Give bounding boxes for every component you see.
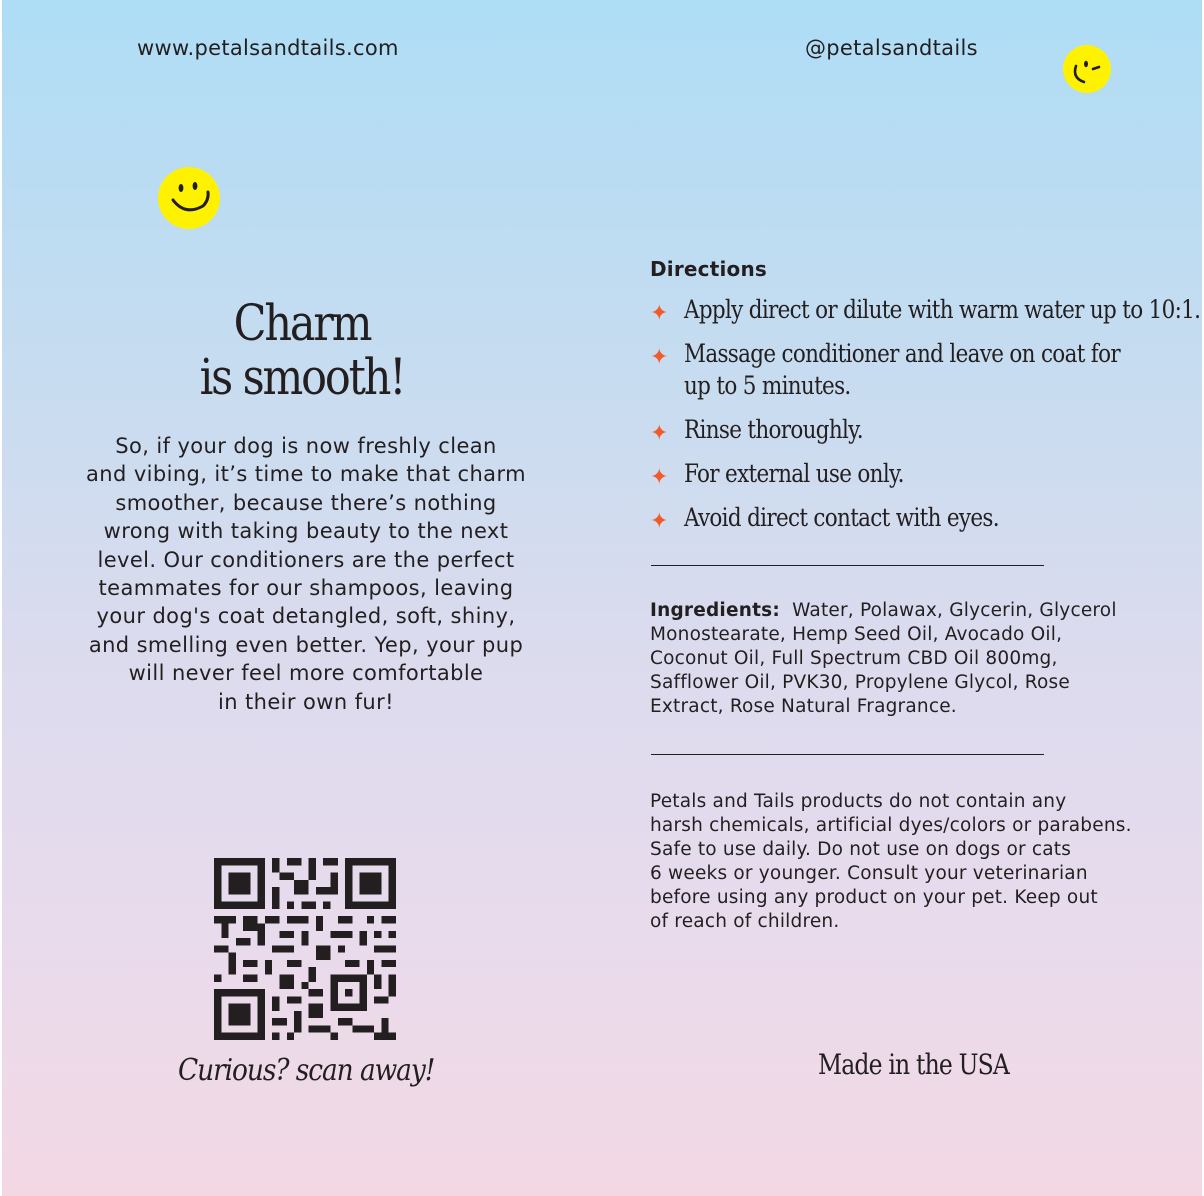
body-line: and smelling even better. Yep, your pup (88, 632, 524, 657)
directions-list (650, 294, 1201, 546)
smiley-face-icon (157, 166, 221, 230)
body-line: will never feel more comfortable (128, 661, 484, 686)
disclaimer-line: harsh chemicals, artificial dyes/colors or parabens. (650, 815, 1132, 836)
headline-line-2: is smooth! (199, 348, 405, 406)
ingredients-line: Water, Polawax, Glycerin, Glycerol (792, 600, 1117, 621)
body-copy (54, 432, 558, 716)
headline-line-1: Charm (233, 294, 371, 352)
disclaimer-line: Safe to use daily. Do not use on dogs or cats (650, 839, 1072, 860)
disclaimer-line: before using any product on your pet. Keep out (650, 887, 1098, 908)
four-point-star-icon: ✦ (650, 301, 668, 326)
body-line: and vibing, it’s time to make that charm (86, 462, 526, 487)
ingredients-line: Coconut Oil, Full Spectrum CBD Oil 800mg, (650, 648, 1058, 669)
body-line: level. Our conditioners are the perfect (97, 547, 515, 572)
direction-text: Massage conditioner and leave on coat for (684, 339, 1120, 368)
body-line: smoother, because there’s nothing (115, 490, 497, 515)
four-point-star-icon: ✦ (650, 421, 668, 446)
disclaimer-line: 6 weeks or younger. Consult your veterinarian (650, 863, 1088, 884)
divider (651, 565, 1044, 566)
four-point-star-icon: ✦ (650, 345, 668, 370)
direction-text: For external use only. (684, 459, 904, 488)
direction-text: Rinse thoroughly. (684, 415, 863, 444)
list-item (650, 502, 1190, 534)
divider (651, 754, 1044, 755)
ingredients-first-line (650, 599, 1155, 623)
ingredients-line: Monostearate, Hemp Seed Oil, Avocado Oil, (650, 624, 1063, 645)
direction-text: Apply direct or dilute with warm water up to 10:1. (684, 295, 1201, 324)
social-handle: @petalsandtails (805, 36, 978, 60)
direction-text: Avoid direct contact with eyes. (684, 503, 999, 532)
directions-title: Directions (650, 257, 768, 281)
ingredients-line: Extract, Rose Natural Fragrance. (650, 696, 957, 717)
four-point-star-icon: ✦ (650, 509, 668, 534)
disclaimer-line: of reach of children. (650, 911, 840, 932)
direction-text: up to 5 minutes. (684, 371, 851, 400)
four-point-star-icon: ✦ (650, 465, 668, 490)
body-line: in their own fur! (218, 689, 394, 714)
ingredients-label: Ingredients: (650, 600, 780, 621)
ingredients-line: Safflower Oil, PVK30, Propylene Glycol, Rose (650, 672, 1070, 693)
body-line: So, if your dog is now freshly clean (115, 434, 497, 458)
list-item (650, 294, 1201, 326)
list-item (650, 338, 1190, 402)
body-line: teammates for our shampoos, leaving (98, 576, 514, 601)
list-item (650, 458, 1190, 490)
disclaimer-line: Petals and Tails products do not contain any (650, 791, 1067, 812)
qr-caption: Curious? scan away! (178, 1053, 435, 1088)
made-in-usa: Made in the USA (818, 1048, 1010, 1081)
list-item (650, 414, 1190, 446)
website-url: www.petalsandtails.com (137, 36, 399, 60)
disclaimer-block (650, 790, 1155, 934)
ingredients-block (650, 599, 1155, 719)
qr-code-icon[interactable] (214, 858, 396, 1040)
smiley-face-icon (1062, 44, 1112, 94)
product-label-panel (2, 0, 1202, 1196)
headline (130, 296, 474, 404)
body-line: your dog's coat detangled, soft, shiny, (96, 604, 516, 629)
body-line: wrong with taking beauty to the next (103, 519, 509, 544)
